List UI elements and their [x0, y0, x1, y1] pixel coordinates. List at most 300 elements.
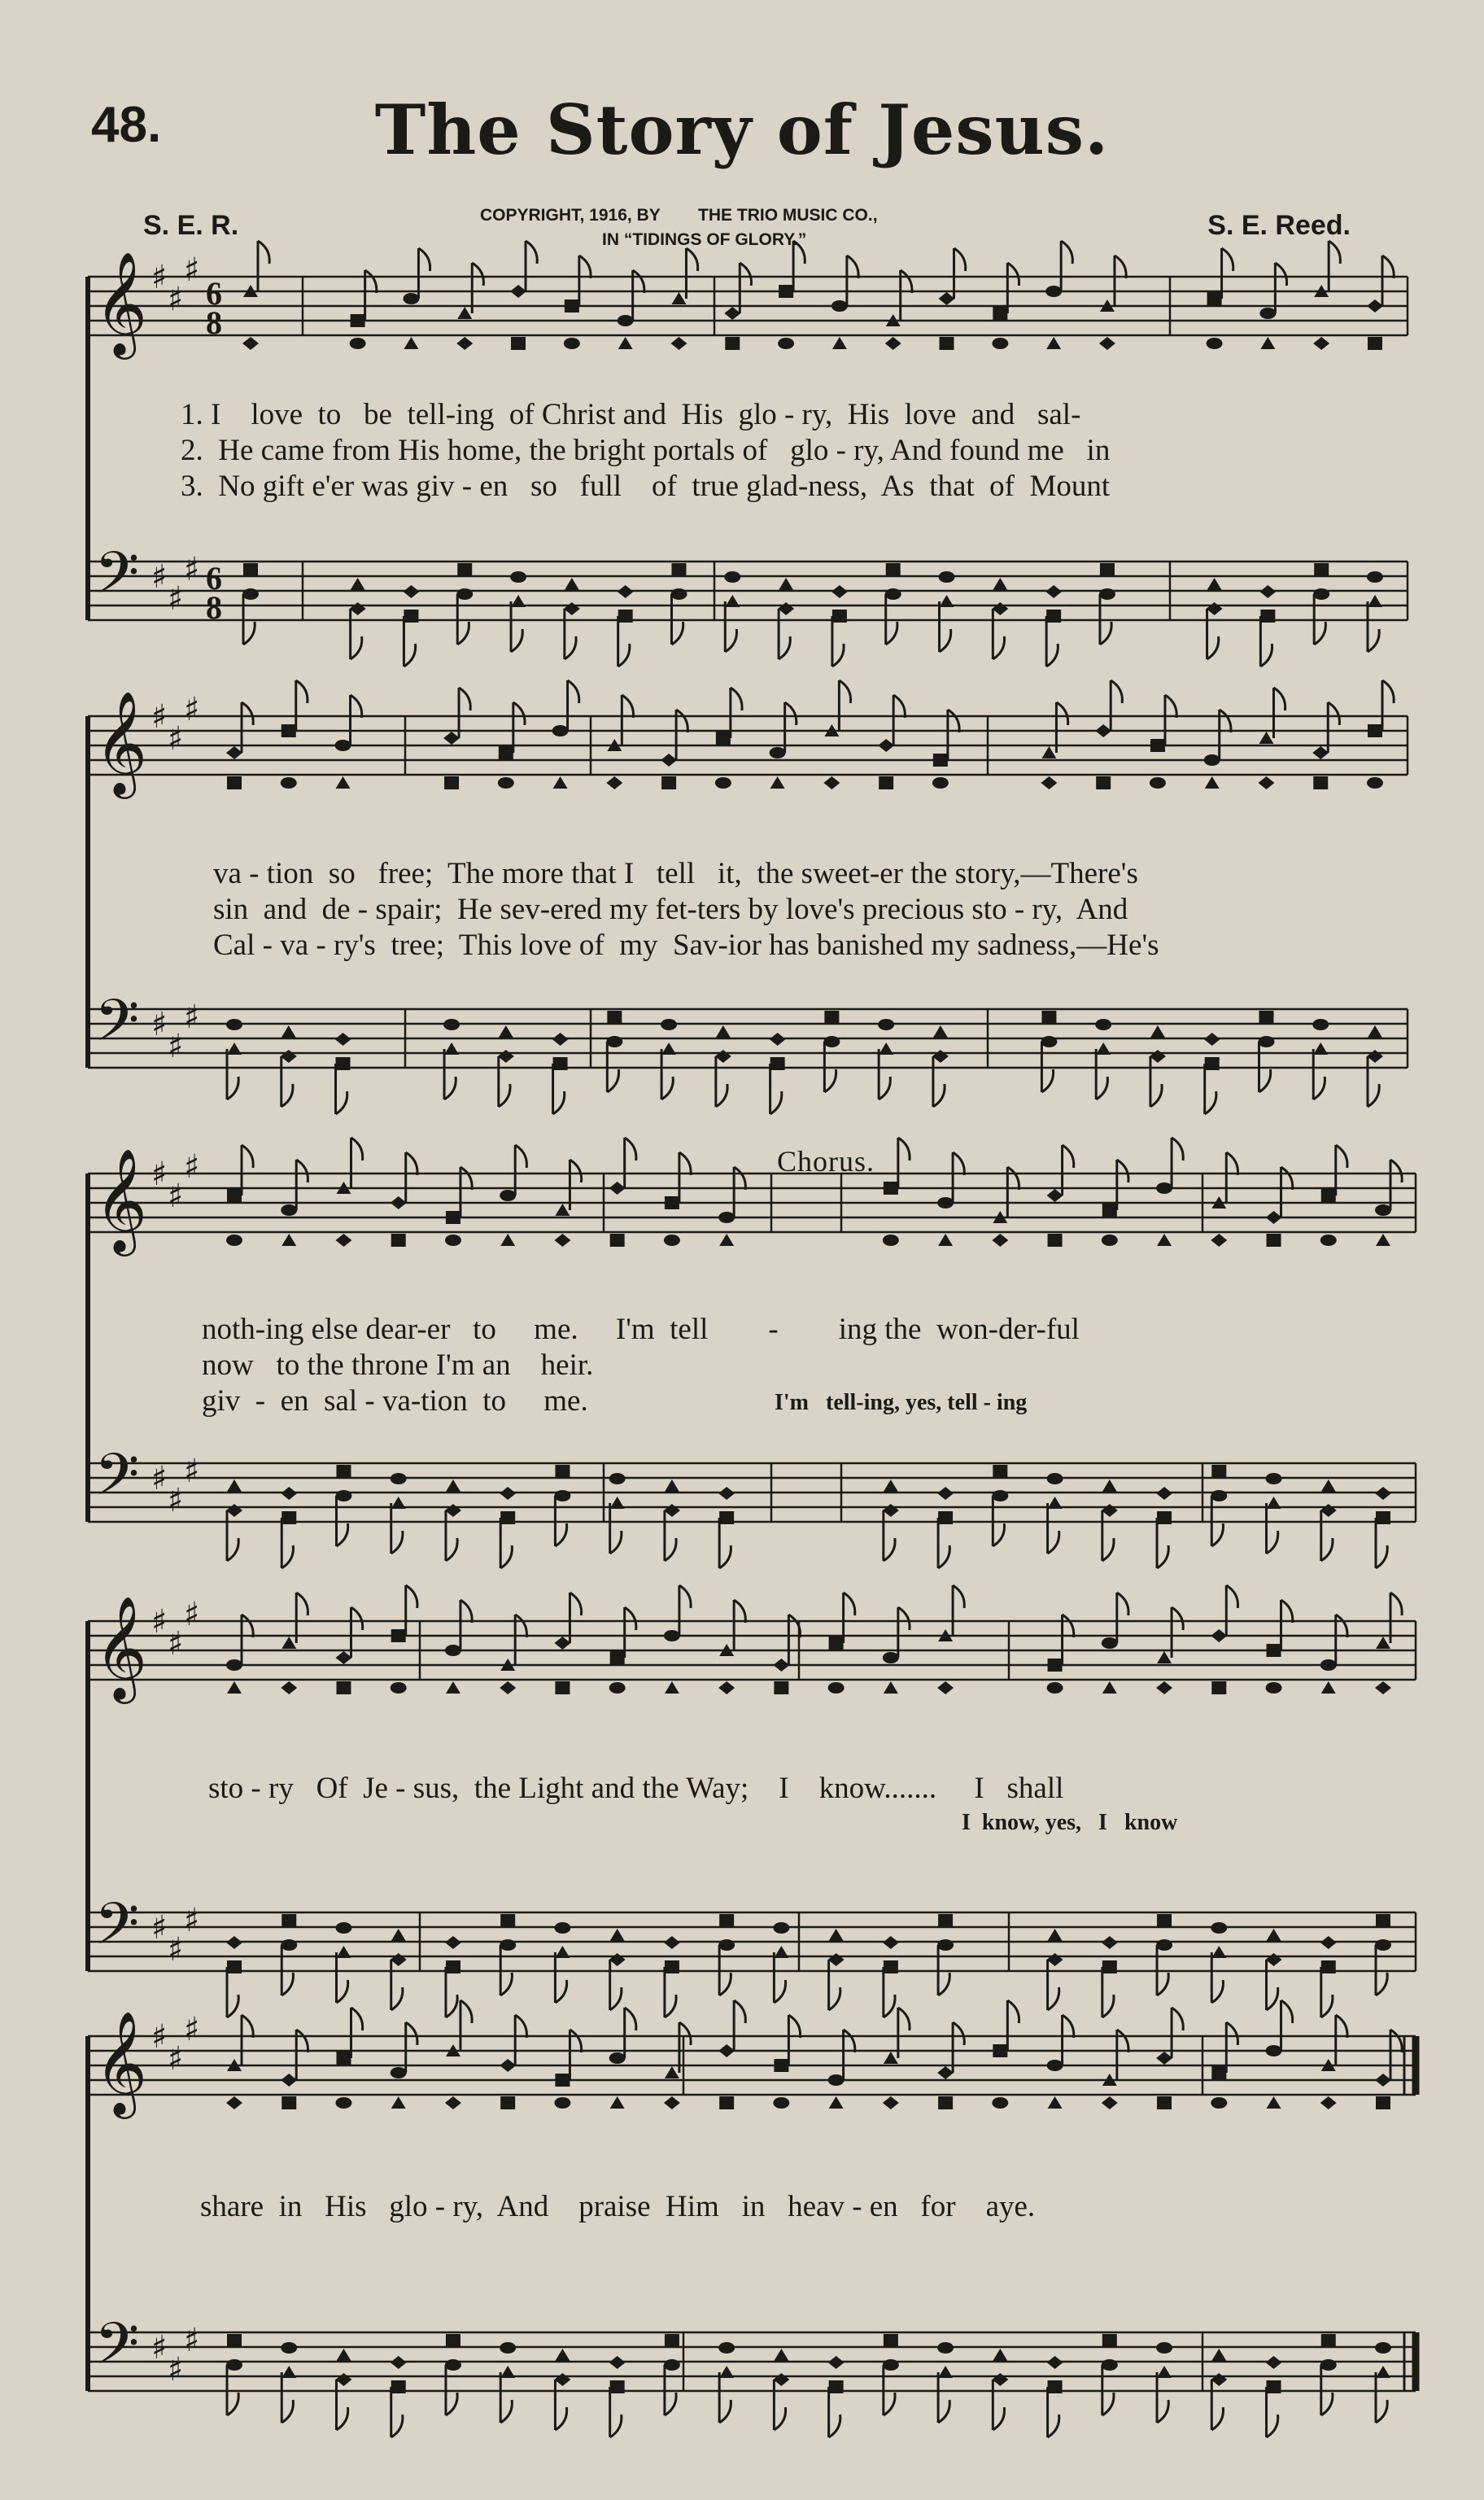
note-head: [1258, 1036, 1274, 1047]
note-head: [1266, 1682, 1282, 1694]
note-head: [1375, 2074, 1391, 2087]
note-head: [1375, 1681, 1391, 1694]
music-credit: S. E. Reed.: [1207, 210, 1351, 241]
note-flag: [351, 1138, 362, 1160]
note-head: [992, 2097, 1008, 2109]
note-head: [351, 578, 365, 590]
note-head: [1368, 595, 1382, 607]
sharp-sign: ♯: [151, 698, 168, 736]
note-flag: [953, 1152, 964, 1175]
note-head: [828, 2074, 845, 2086]
note-head: [1313, 1042, 1328, 1055]
note-head: [1320, 2359, 1337, 2371]
note-head: [446, 1960, 460, 1973]
note-head: [661, 1042, 676, 1055]
note-head: [336, 776, 351, 789]
note-head: [1368, 1025, 1382, 1038]
note-flag: [406, 1585, 417, 1608]
note-head: [282, 724, 296, 737]
note-head: [281, 1939, 297, 1951]
note-flag: [725, 629, 736, 652]
note-flag: [565, 636, 576, 659]
note-head: [1102, 1637, 1118, 1649]
note-flag: [719, 1973, 731, 1995]
note-head: [774, 2059, 788, 2072]
note-flag: [774, 1980, 785, 2003]
note-head: [391, 1196, 407, 1209]
note-flag: [500, 1545, 512, 1568]
note-head: [609, 1682, 626, 1694]
note-head: [391, 2380, 406, 2393]
note-flag: [948, 710, 959, 732]
sharp-sign: ♯: [184, 1596, 200, 1633]
note-flag: [1328, 702, 1339, 725]
note-head: [823, 1036, 840, 1047]
note-flag: [770, 1091, 782, 1114]
note-head: [718, 1681, 735, 1694]
note-flag: [391, 1531, 403, 1554]
note-head: [1095, 724, 1111, 737]
note-head: [1211, 1922, 1227, 1934]
note-head: [226, 1235, 242, 1246]
note-head: [1156, 1487, 1172, 1500]
note-head: [1150, 1025, 1165, 1038]
note-head: [878, 1019, 894, 1030]
note-flag: [1048, 2415, 1059, 2437]
note-head: [552, 1033, 569, 1046]
sharp-sign: ♯: [184, 251, 200, 289]
note-head: [1150, 1050, 1166, 1063]
note-head: [1207, 578, 1222, 590]
note-flag: [1314, 622, 1325, 645]
note-flag: [1046, 644, 1058, 667]
note-flag: [993, 636, 1004, 659]
note-head: [725, 337, 740, 350]
note-head: [498, 777, 514, 789]
note-flag: [1226, 1585, 1237, 1608]
note-head: [829, 2380, 844, 2393]
note-flag: [610, 2415, 622, 2437]
note-head: [226, 1504, 242, 1517]
note-head: [883, 2096, 899, 2109]
note-head: [1313, 337, 1329, 350]
sharp-sign: ♯: [168, 1482, 184, 1519]
note-flag: [227, 2393, 238, 2415]
note-head: [664, 1504, 680, 1517]
note-head: [1045, 286, 1062, 297]
note-head: [609, 1473, 626, 1484]
note-head: [281, 1681, 297, 1694]
note-head: [938, 2366, 953, 2378]
note-head: [456, 588, 473, 600]
note-head: [1266, 1953, 1282, 1966]
note-head: [719, 2366, 734, 2378]
note-flag: [351, 2008, 362, 2030]
lyric-verse-2-line-1: 2. He came from His home, the bright portals of glo - ry, And found me in: [181, 434, 1111, 467]
note-head: [336, 1681, 351, 1694]
note-head: [883, 1652, 899, 1663]
note-head: [391, 2356, 407, 2369]
note-head: [457, 307, 472, 319]
note-flag: [511, 629, 522, 652]
note-head: [1156, 2052, 1172, 2065]
note-head: [1207, 338, 1223, 349]
note-head: [618, 585, 634, 598]
treble-clef: 𝄞: [94, 1595, 148, 1699]
note-flag: [793, 241, 805, 264]
sharp-sign: ♯: [168, 1931, 184, 1969]
note-flag: [1336, 2015, 1347, 2038]
note-head: [1266, 1211, 1282, 1224]
note-head: [1099, 588, 1115, 600]
note-flag: [1336, 1615, 1347, 1637]
note-head: [828, 1682, 845, 1694]
sharp-sign: ♯: [151, 1603, 168, 1641]
note-flag: [1259, 1069, 1270, 1092]
note-flag: [1100, 622, 1111, 645]
note-head: [1048, 2380, 1063, 2393]
note-head: [718, 1939, 735, 1951]
note-flag: [1222, 248, 1233, 271]
note-head: [606, 776, 622, 789]
sharp-sign: ♯: [168, 1625, 184, 1663]
note-flag: [1102, 1538, 1114, 1561]
note-flag: [282, 1973, 293, 1995]
note-head: [227, 1960, 242, 1973]
note-flag: [555, 2407, 566, 2430]
lyric-verse-3-line-3: giv - en sal - va-tion to me.: [202, 1384, 588, 1418]
note-head: [1376, 1511, 1390, 1524]
note-flag: [829, 2415, 840, 2437]
note-flag: [515, 1145, 526, 1168]
note-head: [443, 732, 460, 745]
note-head: [725, 595, 740, 607]
note-flag: [953, 1585, 964, 1608]
note-head: [553, 1057, 568, 1070]
note-flag: [610, 1531, 622, 1554]
note-flag: [404, 644, 415, 667]
note-head: [1367, 571, 1383, 583]
lyric-verse-3-line-1: 3. No gift e'er was giv - en so full of true glad-ness, As that of Mount: [181, 470, 1111, 503]
note-head: [665, 1960, 679, 1973]
note-flag: [1267, 1531, 1278, 1554]
note-head: [456, 337, 473, 350]
note-head: [938, 1914, 953, 1927]
note-head: [718, 1212, 735, 1223]
note-head: [1267, 1644, 1281, 1657]
note-head: [1048, 1659, 1063, 1672]
note-flag: [993, 2407, 1004, 2430]
note-flag: [460, 2000, 472, 2023]
note-head: [500, 1190, 516, 1201]
note-head: [335, 1651, 351, 1664]
note-flag: [1063, 1145, 1074, 1168]
note-head: [555, 1681, 570, 1694]
note-head: [282, 1511, 296, 1524]
note-flag: [555, 1980, 566, 2003]
note-flag: [938, 1545, 949, 1568]
note-head: [671, 563, 686, 576]
note-flag: [610, 1987, 622, 2010]
copyright-line-2: IN “TIDINGS OF GLORY.”: [602, 230, 807, 249]
note-head: [1157, 1234, 1172, 1246]
note-head: [500, 1234, 515, 1246]
note-flag: [296, 1593, 308, 1615]
note-head: [511, 337, 526, 350]
note-head: [1102, 1960, 1117, 1973]
note-head: [829, 1637, 844, 1650]
bass-clef: 𝄢: [94, 1890, 140, 1972]
note-head: [226, 1936, 242, 1949]
time-signature-bottom: 8: [206, 304, 222, 341]
sharp-sign: ♯: [184, 2322, 200, 2359]
note-flag: [336, 1523, 347, 1546]
note-flag: [622, 695, 633, 718]
note-flag: [1102, 1995, 1114, 2017]
note-head: [404, 337, 418, 349]
lyric-verse-2-line-2: sin and de - spair; He sev-ered my fet-ters by love's precious sto - ry, And: [213, 893, 1128, 926]
note-head: [992, 338, 1008, 349]
note-head: [993, 578, 1007, 590]
note-head: [335, 1234, 351, 1247]
note-head: [243, 563, 258, 576]
note-flag: [446, 2393, 457, 2415]
note-head: [226, 2096, 242, 2109]
note-head: [1156, 1182, 1172, 1194]
note-head: [282, 1234, 296, 1246]
note-flag: [829, 1987, 840, 2010]
note-head: [1047, 1473, 1063, 1484]
note-flag: [351, 695, 362, 718]
note-head: [824, 1011, 839, 1024]
sharp-sign: ♯: [184, 1902, 200, 1939]
note-head: [335, 1922, 351, 1934]
note-head: [554, 2373, 570, 2386]
note-flag: [444, 1077, 456, 1099]
note-flag: [734, 1600, 745, 1623]
note-head: [336, 2349, 351, 2361]
note-head: [1096, 776, 1111, 789]
note-flag: [1063, 1615, 1074, 1637]
note-head: [336, 1946, 351, 1958]
note-head: [618, 315, 634, 326]
note-flag: [954, 248, 966, 271]
note-flag: [625, 1607, 636, 1630]
note-head: [1267, 2096, 1281, 2109]
note-head: [1157, 1914, 1172, 1927]
note-head: [1211, 2097, 1227, 2109]
note-head: [939, 292, 955, 305]
note-head: [719, 1914, 734, 1927]
note-head: [609, 1182, 626, 1195]
note-head: [774, 2349, 788, 2361]
note-head: [1211, 2373, 1227, 2386]
note-head: [554, 1922, 570, 1934]
note-flag: [1111, 680, 1122, 703]
note-head: [1102, 2334, 1117, 2347]
note-head: [1266, 2045, 1282, 2056]
note-flag: [940, 629, 951, 652]
note-head: [445, 2359, 461, 2371]
note-head: [1375, 1204, 1391, 1216]
note-flag: [513, 702, 525, 725]
note-head: [883, 2359, 899, 2371]
note-flag: [618, 644, 630, 667]
note-head: [665, 2066, 679, 2078]
note-head: [335, 2097, 351, 2109]
note-flag: [336, 2407, 347, 2430]
time-signature-bottom: 8: [206, 589, 222, 626]
note-head: [1150, 777, 1166, 789]
note-flag: [1226, 1152, 1237, 1175]
note-head: [665, 2334, 679, 2347]
bass-clef: 𝄢: [94, 2310, 140, 2392]
note-head: [335, 2373, 351, 2386]
note-head: [1157, 1511, 1172, 1524]
note-head: [510, 285, 526, 298]
note-flag: [774, 2407, 785, 2430]
note-head: [1259, 585, 1276, 598]
note-head: [1267, 2380, 1281, 2393]
note-flag: [679, 1152, 691, 1175]
note-head: [883, 1504, 899, 1517]
note-head: [879, 776, 893, 789]
note-head: [1047, 1953, 1063, 1966]
note-head: [445, 1235, 461, 1246]
note-head: [1211, 1681, 1226, 1694]
note-head: [664, 1235, 680, 1246]
note-head: [719, 1234, 734, 1246]
note-head: [992, 2373, 1008, 2386]
note-head: [610, 1651, 625, 1664]
note-head: [661, 1019, 677, 1030]
note-flag: [953, 2022, 964, 2045]
note-flag: [227, 1538, 238, 1561]
note-head: [553, 776, 568, 789]
note-flag: [1321, 2393, 1333, 2415]
note-head: [1260, 610, 1275, 623]
note-flag: [1368, 629, 1379, 652]
note-head: [554, 1490, 570, 1501]
time-signature-top: 6: [206, 560, 222, 597]
note-head: [831, 300, 848, 312]
note-head: [445, 2096, 461, 2109]
note-head: [1150, 739, 1165, 752]
note-head: [1259, 308, 1276, 319]
sharp-sign: ♯: [151, 1156, 168, 1193]
sharp-sign: ♯: [151, 1006, 168, 1043]
note-flag: [719, 1545, 731, 1568]
chorus-label: Chorus.: [777, 1145, 875, 1178]
sharp-sign: ♯: [168, 1028, 184, 1065]
note-head: [1102, 1936, 1118, 1949]
note-head: [500, 1914, 515, 1927]
note-head: [831, 585, 848, 598]
note-head: [1321, 1681, 1336, 1694]
treble-clef: 𝄞: [94, 1147, 148, 1252]
note-head: [1313, 776, 1328, 789]
note-flag: [1150, 1084, 1162, 1107]
note-flag: [1376, 1973, 1387, 1995]
note-head: [779, 578, 793, 590]
sharp-sign: ♯: [151, 2018, 168, 2056]
note-head: [500, 2366, 515, 2378]
note-head: [610, 1497, 625, 1509]
note-head: [1047, 2060, 1063, 2071]
note-flag: [1313, 1077, 1325, 1099]
note-flag: [1368, 1084, 1379, 1107]
note-head: [226, 2359, 242, 2371]
note-head: [446, 1479, 460, 1492]
note-flag: [665, 2393, 676, 2415]
note-flag: [1207, 636, 1219, 659]
note-head: [1046, 337, 1061, 349]
note-head: [1041, 776, 1057, 789]
sharp-sign: ♯: [168, 580, 184, 618]
note-head: [716, 732, 731, 745]
sharp-sign: ♯: [184, 1453, 200, 1490]
note-head: [500, 1511, 515, 1524]
note-head: [1266, 1473, 1282, 1484]
note-head: [227, 1042, 242, 1055]
note-flag: [1061, 241, 1072, 264]
note-flag: [734, 2000, 745, 2023]
note-head: [665, 1196, 679, 1209]
note-head: [724, 307, 740, 320]
note-flag: [1157, 1973, 1168, 1995]
note-flag: [1172, 1607, 1183, 1630]
note-head: [281, 1204, 297, 1216]
note-head: [992, 1234, 1008, 1247]
note-head: [933, 754, 948, 767]
note-flag: [1056, 702, 1067, 725]
note-head: [937, 1939, 954, 1951]
note-head: [1313, 588, 1329, 600]
note-head: [670, 588, 687, 600]
note-head: [1376, 1914, 1390, 1927]
note-head: [1207, 292, 1222, 305]
note-head: [1048, 2096, 1063, 2109]
note-head: [282, 1637, 296, 1649]
copyright-line-1: COPYRIGHT, 1916, BY THE TRIO MUSIC CO.,: [480, 206, 878, 225]
note-head: [391, 1497, 406, 1509]
note-head: [391, 1682, 407, 1694]
note-flag: [282, 2400, 293, 2423]
note-flag: [1390, 1593, 1402, 1615]
note-head: [226, 1659, 242, 1671]
note-head: [1367, 299, 1383, 312]
note-flag: [296, 1160, 308, 1182]
note-head: [565, 578, 579, 590]
sharp-sign: ♯: [184, 1148, 200, 1186]
note-flag: [1321, 1538, 1333, 1561]
note-head: [1207, 602, 1223, 615]
note-head: [1047, 2356, 1063, 2369]
note-flag: [1096, 1077, 1107, 1099]
note-head: [554, 2097, 570, 2109]
sharp-sign: ♯: [168, 2351, 184, 2389]
note-head: [1375, 1939, 1391, 1951]
note-head: [770, 1033, 786, 1046]
note-head: [1041, 746, 1056, 758]
note-head: [335, 1033, 351, 1046]
note-head: [1376, 2096, 1390, 2109]
note-head: [336, 1057, 351, 1070]
note-head: [555, 1204, 570, 1216]
sharp-sign: ♯: [151, 1460, 168, 1497]
note-flag: [788, 2015, 800, 2038]
note-head: [1102, 1204, 1117, 1217]
